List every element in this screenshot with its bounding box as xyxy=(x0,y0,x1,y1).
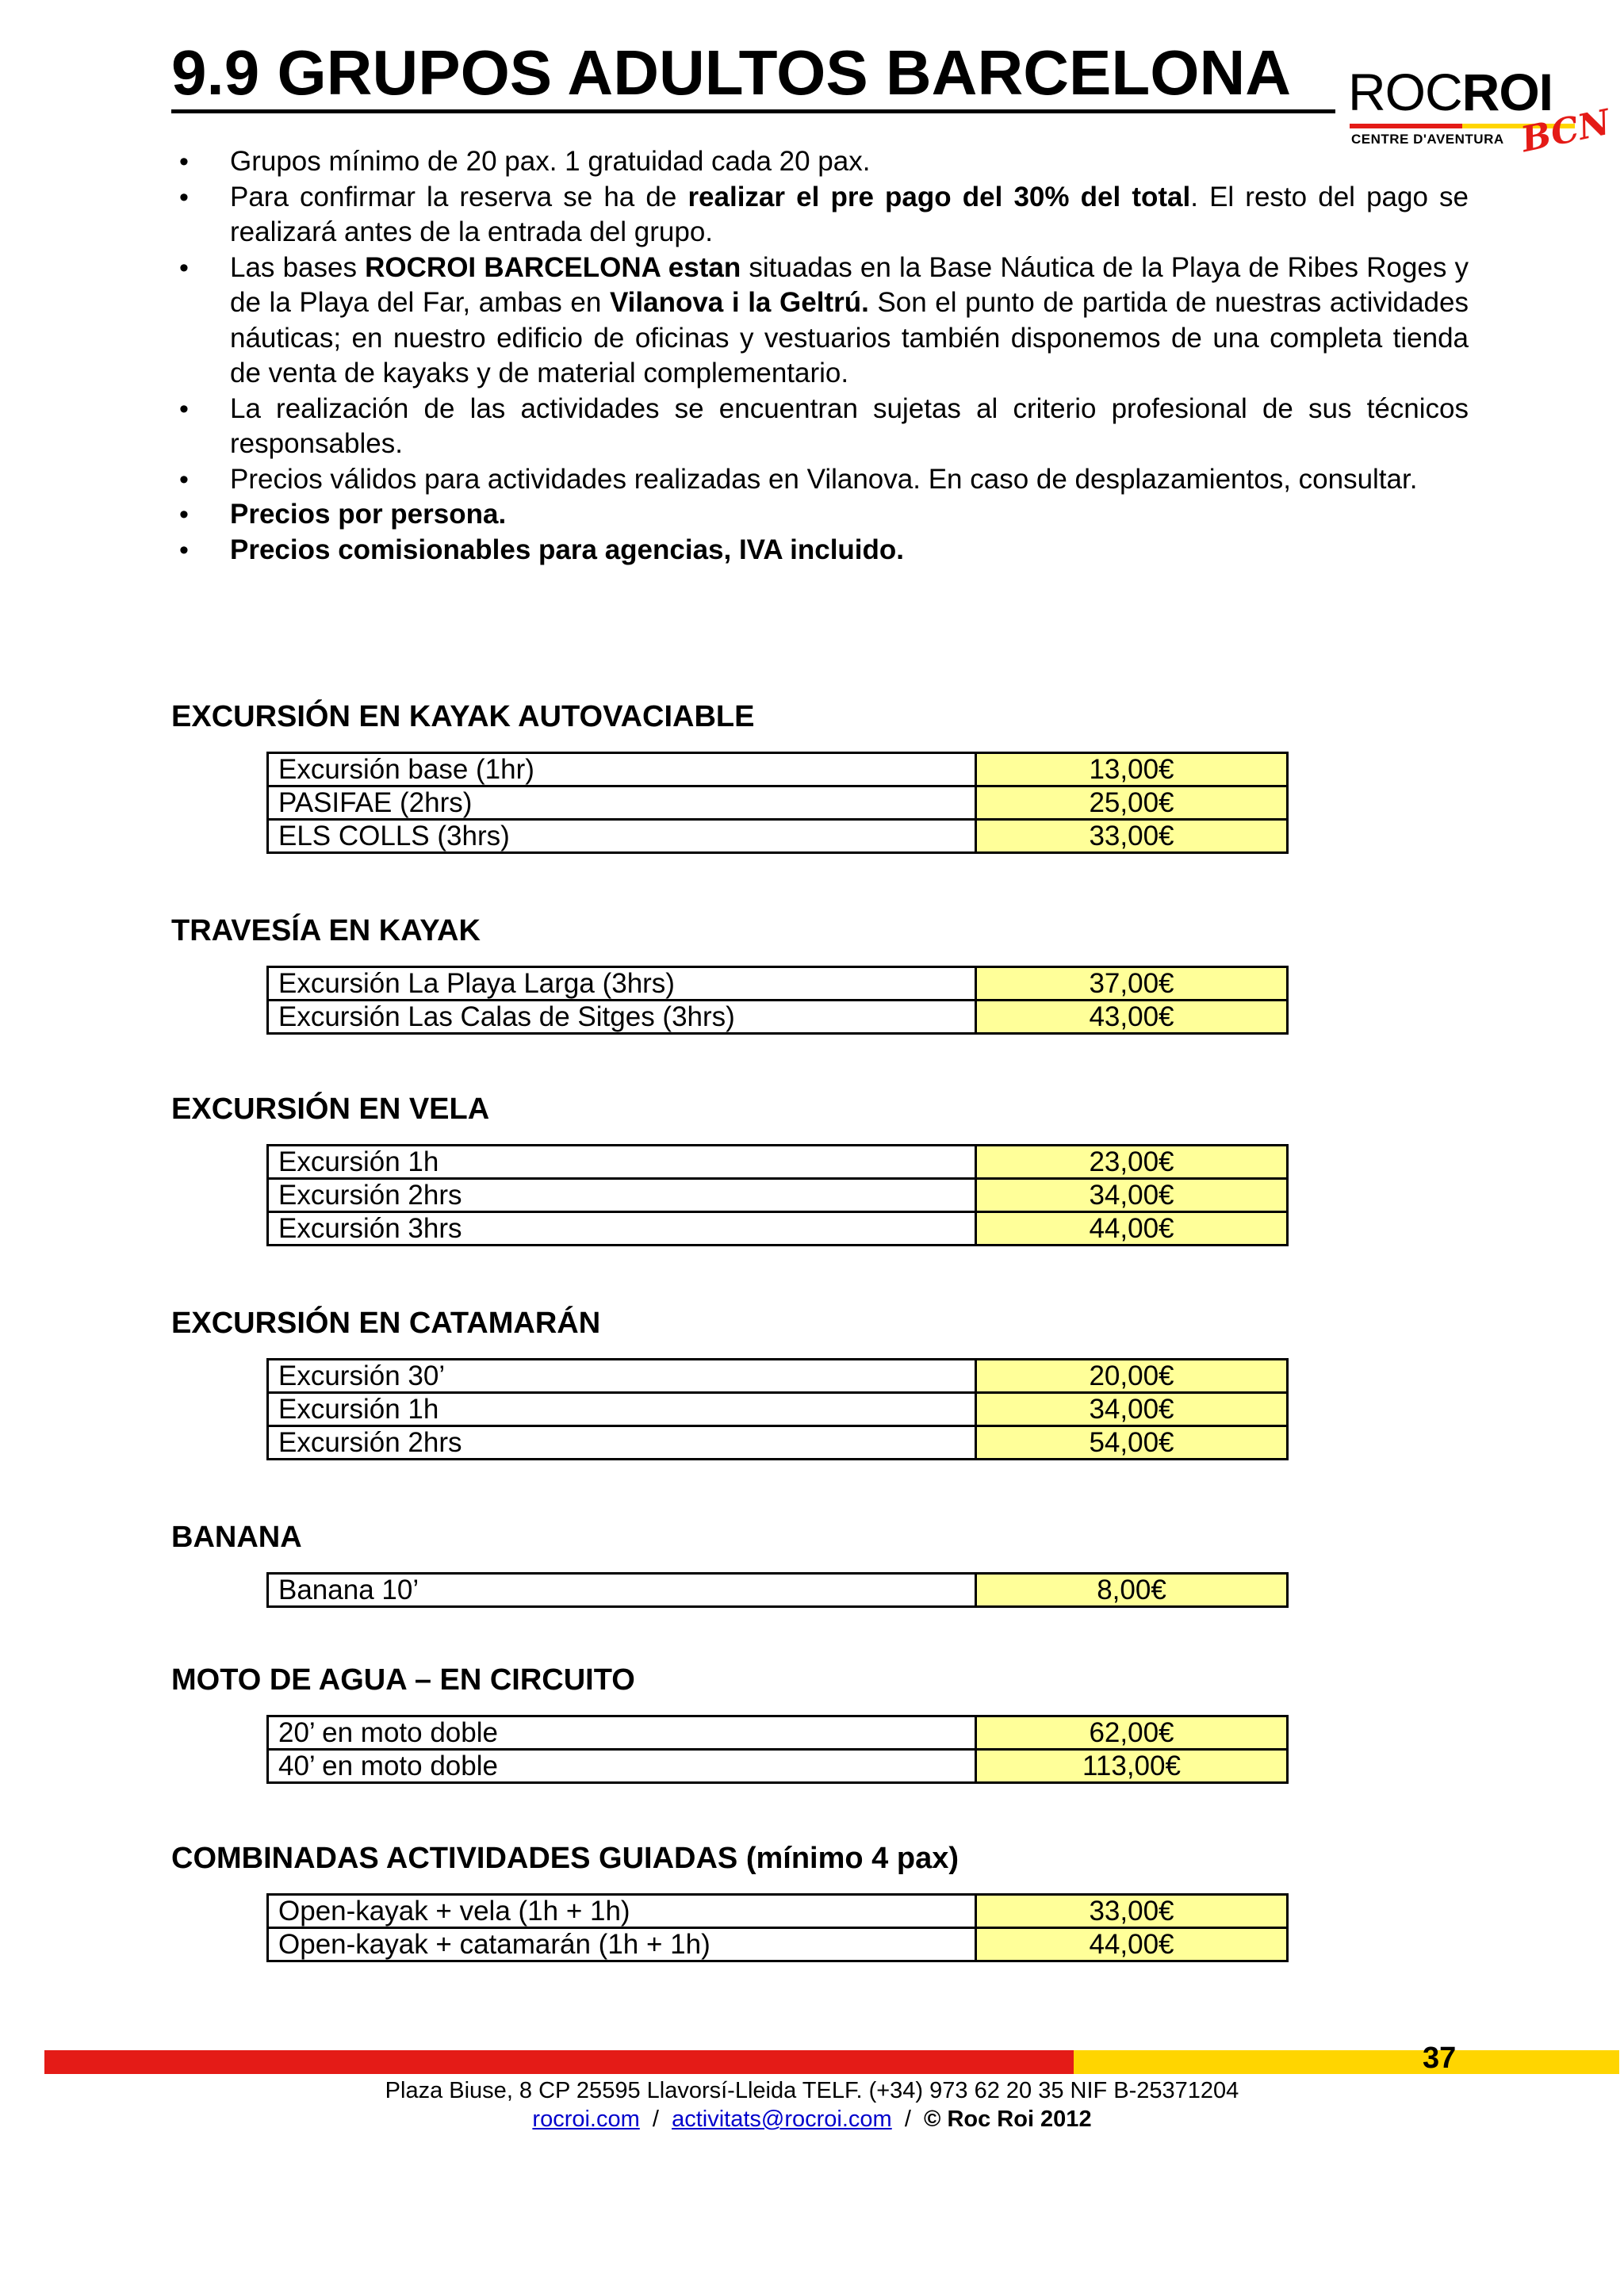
section-title: EXCURSIÓN EN VELA xyxy=(171,1093,490,1126)
title-underline xyxy=(171,109,1335,113)
activity-name: ELS COLLS (3hrs) xyxy=(268,820,976,853)
activity-name: Excursión La Playa Larga (3hrs) xyxy=(268,967,976,1001)
bullet-text: Para confirmar la reserva se ha de xyxy=(230,181,688,212)
table-row xyxy=(268,1179,1288,1212)
activity-price: 34,00€ xyxy=(976,1179,1288,1212)
table-row xyxy=(268,1426,1288,1460)
activity-price: 20,00€ xyxy=(976,1360,1288,1393)
table-row xyxy=(268,1212,1288,1246)
price-table xyxy=(266,1572,1289,1608)
section-title: TRAVESÍA EN KAYAK xyxy=(171,914,481,947)
bullet-bold-text: ROCROI BARCELONA estan xyxy=(365,251,741,283)
bullet-item xyxy=(171,180,1469,251)
activity-name: Open-kayak + catamarán (1h + 1h) xyxy=(268,1928,976,1961)
table-row xyxy=(268,967,1288,1001)
bullet-item xyxy=(171,251,1469,392)
bullet-text: . El resto del pago se realizará antes de la entrada del grupo. xyxy=(230,181,1469,247)
footer-address: Plaza Biuse, 8 CP 25595 Llavorsí-Lleida TELF. (+34) 973 62 20 35 NIF B-25371204 xyxy=(385,2078,1239,2103)
bullet-bold-text: Vilanova i la Geltrú. xyxy=(609,287,869,318)
activity-price: 13,00€ xyxy=(976,753,1288,786)
activity-name: Open-kayak + vela (1h + 1h) xyxy=(268,1895,976,1928)
logo-subtitle: CENTRE D'AVENTURA xyxy=(1351,132,1504,147)
activity-name: Excursión Las Calas de Sitges (3hrs) xyxy=(268,1001,976,1034)
activity-price: 113,00€ xyxy=(976,1750,1288,1783)
bullet-item xyxy=(171,462,1469,498)
table-row xyxy=(268,1146,1288,1179)
price-table xyxy=(266,1893,1289,1962)
activity-name: Excursión 3hrs xyxy=(268,1212,976,1246)
table-row xyxy=(268,753,1288,786)
price-table xyxy=(266,1358,1289,1460)
logo-wordmark xyxy=(1348,62,1553,122)
page-number: 37 xyxy=(1423,2042,1457,2075)
page-title: 9.9 GRUPOS ADULTOS BARCELONA xyxy=(171,37,1291,108)
rocroi-logo xyxy=(1348,62,1614,161)
activity-name: Excursión 1h xyxy=(268,1393,976,1426)
bullet-item xyxy=(171,533,1469,568)
activity-name: Excursión 1h xyxy=(268,1146,976,1179)
bullet-text: situadas en la Base Náutica de la Playa de Ribes Roges y de la Playa del Far, ambas en xyxy=(230,251,1469,318)
table-row xyxy=(268,1574,1288,1607)
activity-price: 25,00€ xyxy=(976,786,1288,820)
bullet-text: La realización de las actividades se encuentran sujetas al criterio profesional de sus técnicos responsables. xyxy=(230,392,1469,459)
activity-price: 37,00€ xyxy=(976,967,1288,1001)
section-title: MOTO DE AGUA – EN CIRCUITO xyxy=(171,1663,635,1697)
activity-price: 33,00€ xyxy=(976,820,1288,853)
activity-price: 23,00€ xyxy=(976,1146,1288,1179)
section-title: COMBINADAS ACTIVIDADES GUIADAS (mínimo 4 pax) xyxy=(171,1842,959,1875)
activity-price: 43,00€ xyxy=(976,1001,1288,1034)
activity-price: 8,00€ xyxy=(976,1574,1288,1607)
table-row xyxy=(268,1716,1288,1750)
price-table xyxy=(266,966,1289,1035)
table-row xyxy=(268,1895,1288,1928)
table-row xyxy=(268,820,1288,853)
price-table xyxy=(266,1144,1289,1246)
table-row xyxy=(268,1750,1288,1783)
conditions-list xyxy=(171,144,1469,568)
table-row xyxy=(268,1393,1288,1426)
bullet-text: Son el punto de partida de nuestras actividades náuticas; en nuestro edificio de oficinas y vestuarios también disponemos de una completa tienda de venta de kayaks y de material complementario. xyxy=(230,287,1469,388)
website-link[interactable]: rocroi.com xyxy=(532,2107,640,2132)
footer-separator: / xyxy=(652,2107,659,2132)
activity-price: 44,00€ xyxy=(976,1928,1288,1961)
activity-name: Banana 10’ xyxy=(268,1574,976,1607)
logo-word-roc: ROC xyxy=(1348,63,1462,121)
activity-price: 54,00€ xyxy=(976,1426,1288,1460)
bullet-bold-text: Precios por persona. xyxy=(230,499,507,530)
section-title: BANANA xyxy=(171,1521,302,1554)
bullet-text: Grupos mínimo de 20 pax. 1 gratuidad cada 20 pax. xyxy=(230,146,871,177)
section-title: EXCURSIÓN EN CATAMARÁN xyxy=(171,1307,601,1340)
logo-bar-red xyxy=(1350,124,1462,128)
activity-name: Excursión 30’ xyxy=(268,1360,976,1393)
activity-price: 62,00€ xyxy=(976,1716,1288,1750)
bullet-bold-text: Precios comisionables para agencias, IVA incluido. xyxy=(230,534,905,565)
table-row xyxy=(268,1360,1288,1393)
activity-name: Excursión base (1hr) xyxy=(268,753,976,786)
footer-bar-red xyxy=(44,2050,1074,2074)
email-link[interactable]: activitats@rocroi.com xyxy=(672,2107,892,2132)
activity-price: 33,00€ xyxy=(976,1895,1288,1928)
activity-name: PASIFAE (2hrs) xyxy=(268,786,976,820)
copyright: © Roc Roi 2012 xyxy=(924,2107,1092,2132)
activity-name: 40’ en moto doble xyxy=(268,1750,976,1783)
bullet-text: Precios válidos para actividades realizadas en Vilanova. En caso de desplazamientos, consultar. xyxy=(230,463,1418,495)
table-row xyxy=(268,1928,1288,1961)
bullet-item xyxy=(171,392,1469,462)
bullet-text: Las bases xyxy=(230,251,366,283)
table-row xyxy=(268,786,1288,820)
section-title: EXCURSIÓN EN KAYAK AUTOVACIABLE xyxy=(171,700,755,733)
activity-price: 44,00€ xyxy=(976,1212,1288,1246)
price-table xyxy=(266,752,1289,854)
footer-separator: / xyxy=(904,2107,911,2132)
bullet-item xyxy=(171,497,1469,533)
bullet-bold-text: realizar el pre pago del 30% del total xyxy=(688,181,1191,212)
activity-name: 20’ en moto doble xyxy=(268,1716,976,1750)
bullet-item xyxy=(171,144,1469,180)
logo-word-roi: ROI xyxy=(1461,63,1553,121)
activity-price: 34,00€ xyxy=(976,1393,1288,1426)
activity-name: Excursión 2hrs xyxy=(268,1426,976,1460)
table-row xyxy=(268,1001,1288,1034)
activity-name: Excursión 2hrs xyxy=(268,1179,976,1212)
logo-bcn-badge: BCN xyxy=(1517,101,1614,161)
price-table xyxy=(266,1715,1289,1784)
footer-bar-yellow xyxy=(1074,2050,1619,2074)
footer-contact xyxy=(0,2106,1624,2133)
